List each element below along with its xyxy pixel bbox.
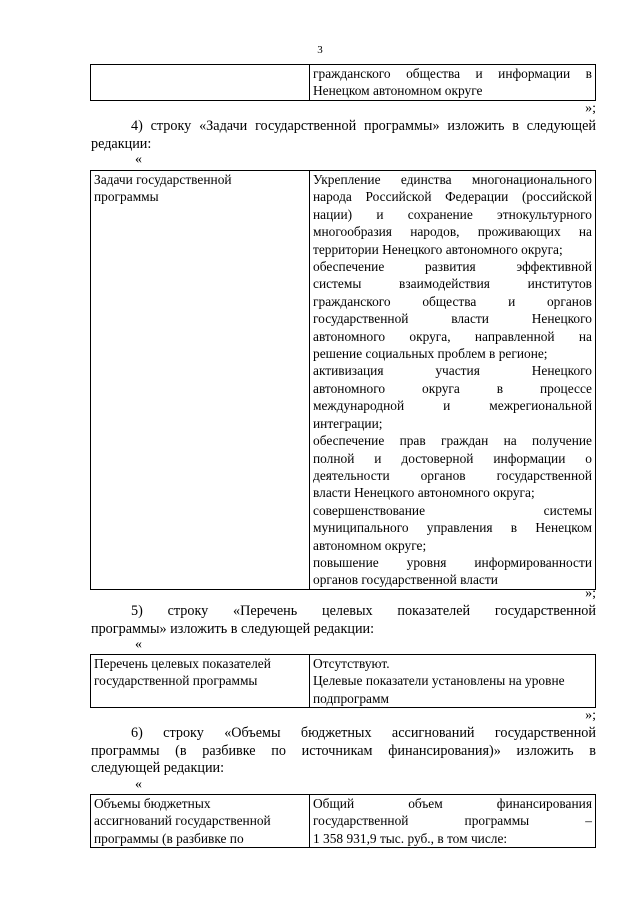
task-line: территории Ненецкого автономного округа; — [313, 241, 563, 257]
page-number: 3 — [317, 44, 323, 56]
budget-line: Общий объем финансирования — [313, 796, 592, 811]
task-line: автономного округа, направленной на — [313, 328, 592, 344]
task-line: нации) и сохранение этнокультурного — [313, 206, 592, 222]
task-line: власти Ненецкого автономного округа; — [313, 485, 535, 501]
task-line: активизация участия Ненецкого — [313, 363, 592, 379]
item-6-line: следующей редакции: — [91, 760, 225, 777]
task-line: обеспечение развития эффективной — [313, 259, 592, 275]
table-top-right-cell — [310, 65, 596, 101]
task-line: многообразия народов, проживающих на — [313, 224, 592, 240]
table-fragment-top — [90, 64, 596, 101]
table-tasks-left-cell — [91, 171, 310, 590]
open-quote: « — [135, 777, 142, 792]
indicator-line: подпрограмм — [313, 690, 389, 706]
table-indicators-left-cell — [91, 655, 310, 708]
table-tasks-label: Задачи государственной — [94, 172, 232, 187]
task-line: обеспечение прав граждан на получение — [313, 433, 592, 449]
budget-line: 1 358 931,9 тыс. руб., в том числе: — [313, 830, 508, 846]
table-indicators — [90, 654, 596, 708]
budget-line: государственной программы – — [313, 813, 592, 829]
item-5-line: программы» изложить в следующей редакции: — [91, 620, 375, 637]
table-tasks — [90, 170, 596, 590]
task-line: системы взаимодействия институтов — [313, 276, 592, 292]
table-budget-left-cell — [91, 795, 310, 848]
item-5-paragraph — [91, 603, 596, 638]
table-budget-right-cell — [310, 795, 596, 848]
table-indicators-label: Перечень целевых показателей — [94, 656, 271, 671]
table-indicators-label: государственной программы — [94, 673, 258, 689]
table-indicators-right-cell — [310, 655, 596, 708]
task-line: муниципального управления в Ненецком — [313, 520, 592, 536]
task-line: народа Российской Федерации (российской — [313, 189, 592, 205]
table-budget-label: Объемы бюджетных — [94, 796, 211, 811]
task-line: деятельности органов государственной — [313, 467, 592, 483]
task-line: интеграции; — [313, 415, 383, 431]
table-budget-label: ассигнований государственной — [94, 813, 271, 829]
table-top-line: Ненецком автономном округе — [313, 83, 483, 99]
task-line: автономного округа в процессе — [313, 380, 592, 396]
table-tasks-label: программы — [94, 189, 159, 205]
item-6-paragraph — [91, 725, 596, 778]
task-line: повышение уровня информированности — [313, 554, 592, 570]
task-line: государственной власти Ненецкого — [313, 311, 592, 327]
table-budget — [90, 794, 596, 848]
indicator-line: Отсутствуют. — [313, 656, 390, 671]
item-5-line: 5) строку «Перечень целевых показателей государственной — [131, 603, 596, 619]
table-budget-label: программы (в разбивке по — [94, 830, 244, 846]
indicator-line: Целевые показатели установлены на уровне — [313, 673, 565, 689]
table-top-line: гражданского общества и информации в — [313, 66, 592, 81]
close-quote: »; — [585, 586, 596, 601]
close-quote: »; — [585, 101, 596, 116]
item-4-line: редакции: — [91, 135, 152, 152]
close-quote: »; — [585, 708, 596, 723]
task-line: совершенствование системы — [313, 502, 592, 518]
item-6-line: программы (в разбивке по источникам финансирования)» изложить в — [91, 742, 596, 759]
task-line: органов государственной власти — [313, 572, 498, 588]
task-line: решение социальных проблем в регионе; — [313, 346, 548, 362]
table-tasks-right-cell — [310, 171, 596, 590]
open-quote: « — [135, 152, 142, 167]
item-4-line: 4) строку «Задачи государственной программы» изложить в следующей — [131, 118, 596, 134]
task-line: Укрепление единства многонационального — [313, 172, 592, 187]
task-line: международной и межрегиональной — [313, 398, 592, 414]
item-4-paragraph — [91, 118, 596, 153]
task-line: полной и достоверной информации о — [313, 450, 592, 466]
table-top-left-cell — [91, 65, 310, 101]
task-line: гражданского общества и органов — [313, 293, 592, 309]
open-quote: « — [135, 637, 142, 652]
item-6-line: 6) строку «Объемы бюджетных ассигнований государственной — [131, 725, 596, 741]
task-line: автономном округе; — [313, 537, 427, 553]
